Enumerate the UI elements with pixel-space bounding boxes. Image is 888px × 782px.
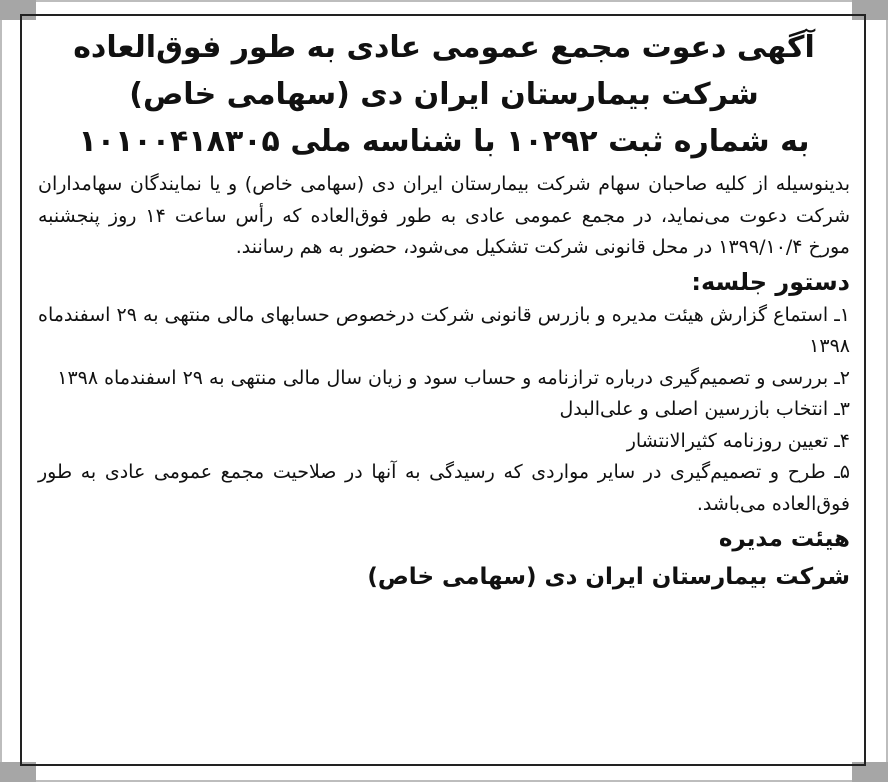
notice-title-line-1: آگهی دعوت مجمع عمومی عادی به طور فوق‌العاده bbox=[73, 30, 815, 65]
signature-board: هیئت مدیره bbox=[718, 526, 850, 552]
agenda-item-3: ۳ـ انتخاب بازرسین اصلی و علی‌البدل bbox=[559, 398, 850, 420]
notice-content bbox=[38, 24, 850, 596]
notice-intro-paragraph: بدینوسیله از کلیه صاحبان سهام شرکت بیمارستان ایران دی (سهامی خاص) و یا نمایندگان سهامداران شرکت دعوت می‌نماید، در مجمع عمومی عادی به طور فوق‌العاده که رأس ساعت ۱۴ روز پنجشنبه مورخ ۱۳۹۹/۱۰/۴ در محل قانونی شرکت تشکیل می‌شود، حضور به هم رسانند. bbox=[38, 173, 850, 258]
agenda-item-4: ۴ـ تعیین روزنامه کثیرالانتشار bbox=[626, 429, 850, 452]
signature-company: شرکت بیمارستان ایران دی (سهامی خاص) bbox=[367, 564, 850, 590]
agenda-heading: دستور جلسه: bbox=[691, 267, 850, 296]
agenda-item-5: ۵ـ طرح و تصمیم‌گیری در سایر مواردی که رسیدگی به آنها در صلاحیت مجمع عمومی عادی به طور فوق‌العاده می‌باشد. bbox=[38, 461, 850, 515]
agenda-list bbox=[38, 300, 850, 521]
notice-title-line-3: به شماره ثبت ۱۰۲۹۲ با شناسه ملی ۱۰۱۰۰۴۱۸۳۰۵ bbox=[78, 124, 810, 159]
notice-title-line-2: شرکت بیمارستان ایران دی (سهامی خاص) bbox=[129, 77, 759, 112]
agenda-item-2: ۲ـ بررسی و تصمیم‌گیری درباره ترازنامه و حساب سود و زیان سال مالی منتهی به ۲۹ اسفندماه ۱۳۹۸ bbox=[57, 366, 850, 389]
agenda-item-1: ۱ـ استماع گزارش هیئت مدیره و بازرس قانونی شرکت درخصوص حسابهای مالی منتهی به ۲۹ اسفندماه ۱۳۹۸ bbox=[38, 303, 851, 357]
